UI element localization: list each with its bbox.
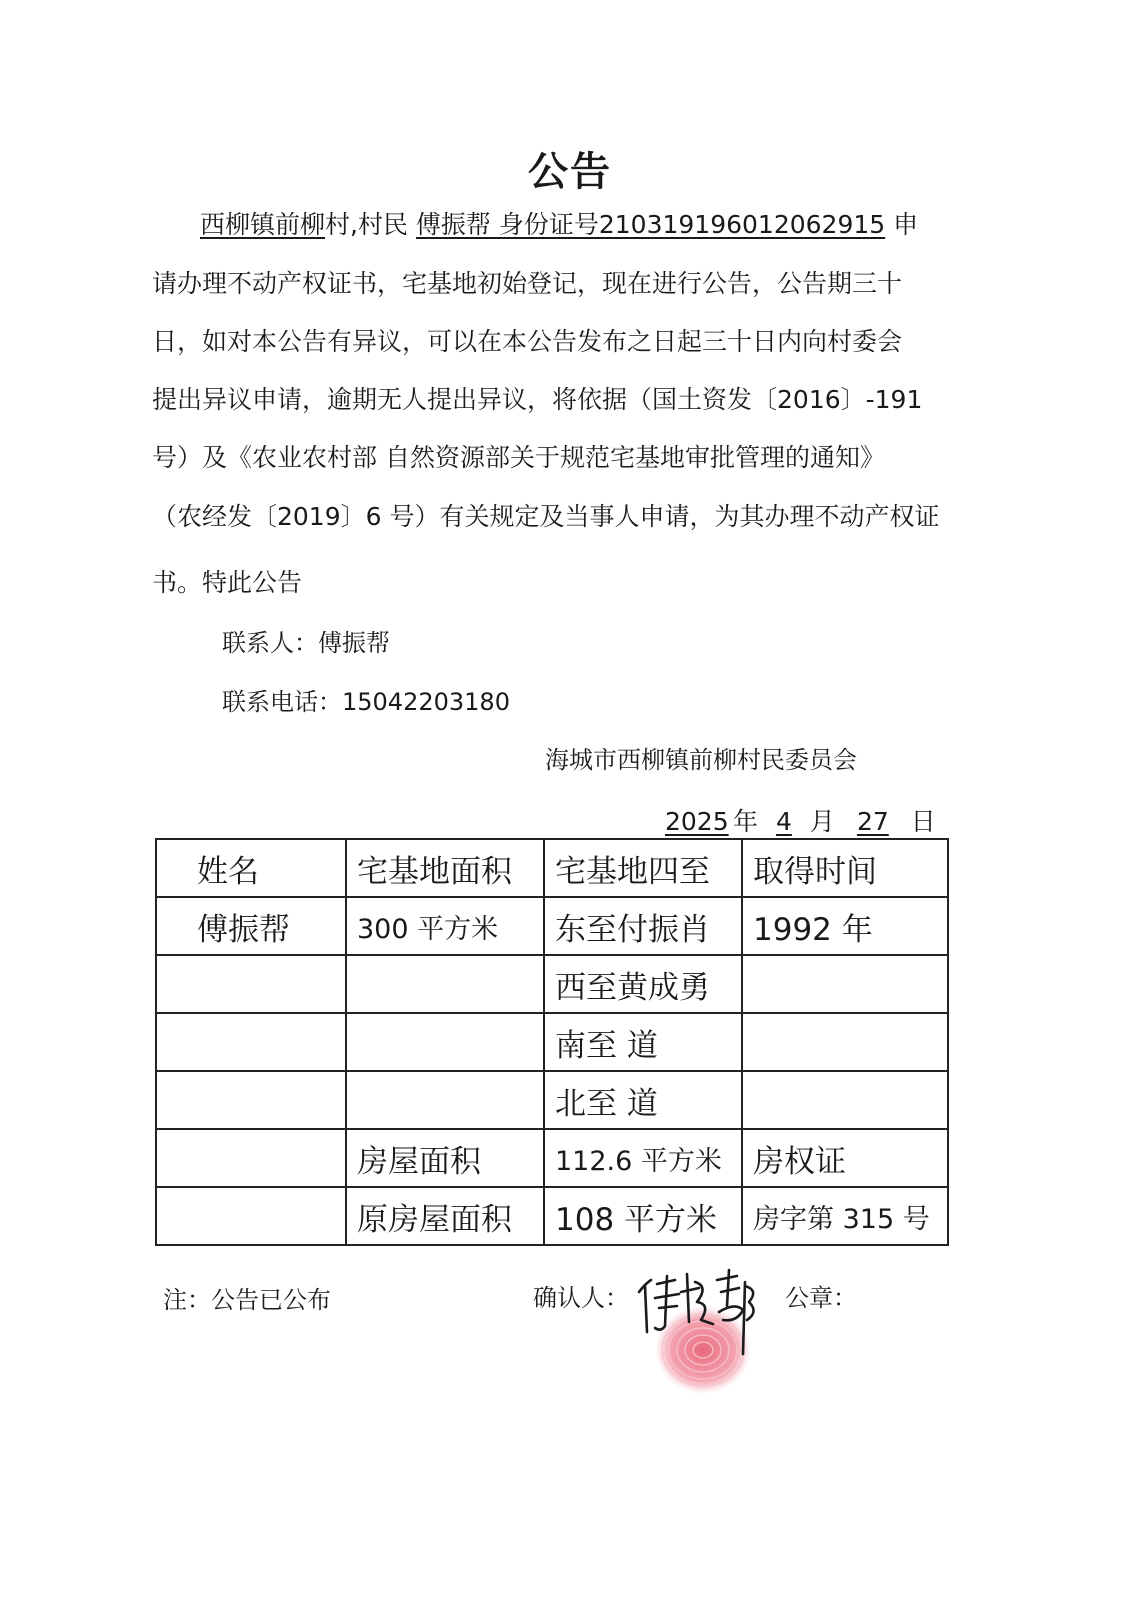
- issuing-organization: 海城市西柳镇前柳村民委员会: [545, 746, 857, 774]
- table-cell: [156, 955, 346, 1013]
- paragraph-line-2: 请办理不动产权证书，宅基地初始登记，现在进行公告，公告期三十: [152, 269, 903, 298]
- signature-fingerprint: [625, 1262, 765, 1402]
- table-cell: [346, 1013, 544, 1071]
- table-cell: 房屋面积: [346, 1129, 544, 1187]
- notice-date: [665, 802, 936, 838]
- paragraph-line-3: 日，如对本公告有异议，可以在本公告发布之日起三十日内向村委会: [152, 327, 903, 356]
- table-cell: [156, 1071, 346, 1129]
- table-cell: 112.6 平方米: [544, 1129, 742, 1187]
- table-cell: 房权证: [742, 1129, 948, 1187]
- table-header-row: [156, 839, 948, 897]
- date-year: 2025: [665, 807, 729, 836]
- table-cell: [346, 1071, 544, 1129]
- date-year-unit: 年: [732, 807, 758, 836]
- date-month: 4: [775, 807, 792, 836]
- table-cell: 1992 年: [742, 897, 948, 955]
- table-cell: [742, 1013, 948, 1071]
- table-cell: [156, 1187, 346, 1245]
- table-cell: 傅振帮: [156, 897, 346, 955]
- table-row: [156, 955, 948, 1013]
- table-cell: [742, 1071, 948, 1129]
- villager-label: 村,村民: [325, 210, 408, 239]
- paragraph-line-5: 号）及《农业农村部 自然资源部关于规范宅基地审批管理的通知》: [152, 443, 885, 472]
- table-cell: 300 平方米: [346, 897, 544, 955]
- table-cell: 东至付振肖: [544, 897, 742, 955]
- homestead-table: [155, 838, 949, 1246]
- date-month-unit: 月: [809, 807, 835, 836]
- header-homestead-boundaries: 宅基地四至: [544, 839, 742, 897]
- table-row: [156, 1013, 948, 1071]
- table-row: [156, 1129, 948, 1187]
- table-cell: [156, 1013, 346, 1071]
- footer-note: 注：公告已公布: [163, 1286, 331, 1314]
- header-acquired-time: 取得时间: [742, 839, 948, 897]
- seal-label: 公章：: [785, 1284, 857, 1312]
- contact-phone: 联系电话：15042203180: [222, 688, 510, 716]
- village-name: 西柳镇前柳: [200, 210, 326, 239]
- line1-end: 申: [893, 210, 919, 239]
- table-cell: 108 平方米: [544, 1187, 742, 1245]
- header-homestead-area: 宅基地面积: [346, 839, 544, 897]
- paragraph-line-7: 书。特此公告: [152, 568, 303, 597]
- header-name: 姓名: [156, 839, 346, 897]
- date-day: 27: [856, 807, 889, 836]
- contact-person: 联系人：傅振帮: [222, 629, 390, 657]
- paragraph-line-1: [200, 205, 918, 241]
- table-row: [156, 1071, 948, 1129]
- applicant-id: 傅振帮 身份证号210319196012062915: [415, 210, 886, 239]
- date-day-unit: 日: [910, 807, 936, 836]
- table-cell: [346, 955, 544, 1013]
- table-cell: [156, 1129, 346, 1187]
- table-cell: 西至黄成勇: [544, 955, 742, 1013]
- table-row: [156, 1187, 948, 1245]
- table-row: [156, 897, 948, 955]
- table-cell: 房字第 315 号: [742, 1187, 948, 1245]
- paragraph-line-6: （农经发〔2019〕6 号）有关规定及当事人申请，为其办理不动产权证: [152, 502, 940, 531]
- confirmer-label: 确认人：: [533, 1284, 629, 1312]
- table-cell: [742, 955, 948, 1013]
- notice-title: 公告: [528, 149, 612, 195]
- table-cell: 南至 道: [544, 1013, 742, 1071]
- paragraph-line-4: 提出异议申请，逾期无人提出异议，将依据（国土资发〔2016〕-191: [152, 385, 923, 414]
- table-cell: 北至 道: [544, 1071, 742, 1129]
- table-cell: 原房屋面积: [346, 1187, 544, 1245]
